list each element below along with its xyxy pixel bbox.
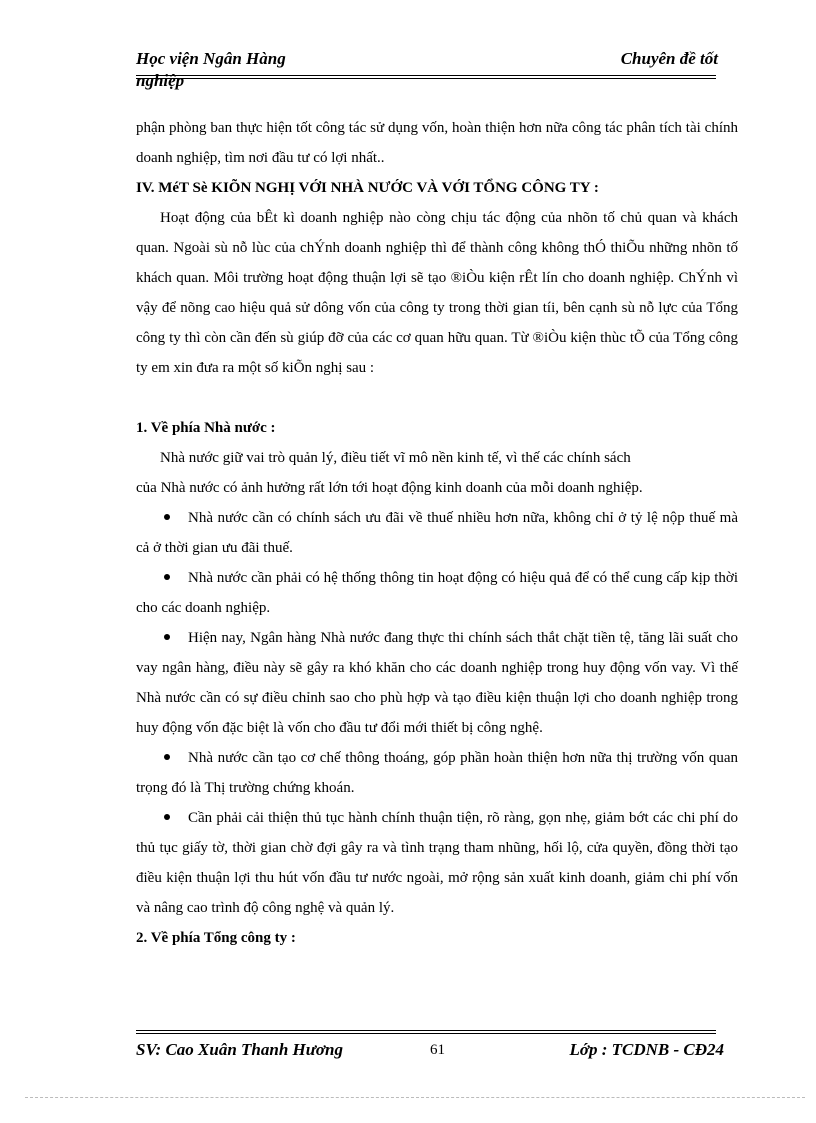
paragraph-state-role-line1: Nhà nước giữ vai trò quản lý, điều tiết vĩ mô nền kinh tế, vì thế các chính sách (160, 450, 631, 466)
footer-rule-top (136, 1030, 716, 1031)
spacer (136, 383, 738, 413)
header-doc-type: Chuyên đề tốt (620, 49, 718, 68)
bullet-text: Nhà nước cần có chính sách ưu đãi về thuế nhiều hơn nữa, không chỉ ở tỷ lệ nộp thuế mà cả ở thời gian ưu đãi thuế. (136, 510, 738, 556)
bullet-icon (164, 514, 170, 520)
page-boundary-line (25, 1097, 805, 1098)
footer-class: Lớp : TCDNB - CĐ24 (569, 1040, 724, 1059)
paragraph-context: Hoạt động của bÊt kì doanh nghiệp nào còng chịu tác động của nhõn tố chủ quan và khách quan. Ngoài sù nỗ lùc của chÝnh doanh nghiệp thì để thành công không thÓ thiÕu những nhõn tố khách quan. Môi trường hoạt động thuận lợi sẽ tạo ®iÒu kiện rÊt lín cho doanh nghiệp. ChÝnh vì vậy để nõng cao hiệu quả sử dông vốn của công ty trong thời gian tíi, bên cạnh sù nỗ lực của Tổng công ty thì còn cần đến sù giúp đỡ của các cơ quan hữu quan. Từ ®iÒu kiện thùc tÕ của Tổng công ty em xin đưa ra một số kiÕn nghị sau : (136, 210, 738, 376)
bullet-icon (164, 814, 170, 820)
bullet-text: Hiện nay, Ngân hàng Nhà nước đang thực thi chính sách thắt chặt tiền tệ, tăng lãi suất cho vay ngân hàng, điều này sẽ gây ra khó khăn cho các doanh nghiệp trong huy động vốn vay. Vì thế Nhà nước cần có sự điều chỉnh sao cho phù hợp và tạo điều kiện thuận lợi cho doanh nghiệp trong huy động vốn đặc biệt là vốn cho đầu tư đổi mới thiết bị công nghệ. (136, 630, 738, 736)
bullet-text: Nhà nước cần tạo cơ chế thông thoáng, góp phần hoàn thiện hơn nữa thị trường vốn quan trọng đó là Thị trường chứng khoán. (136, 750, 738, 796)
header-institution-line2: nghiệp (136, 71, 185, 90)
footer-rule-bottom (136, 1033, 716, 1034)
header-institution (136, 48, 286, 92)
footer-student-name: SV: Cao Xuân Thanh Hương (136, 1040, 344, 1059)
bullet-icon (164, 574, 170, 580)
bullet-item-5 (136, 803, 738, 923)
header-rule-top (136, 75, 716, 76)
header-rule-bottom (136, 78, 716, 79)
bullet-item-3 (136, 623, 738, 743)
bullet-item-2 (136, 563, 738, 623)
bullet-item-1 (136, 503, 738, 563)
paragraph-state-role-line2: của Nhà nước có ảnh hưởng rất lớn tới hoạt động kinh doanh của mỗi doanh nghiệp. (136, 480, 643, 496)
subsection-heading-2: 2. Về phía Tổng công ty : (136, 930, 296, 946)
document-body (136, 113, 738, 953)
subsection-heading-1: 1. Về phía Nhà nước : (136, 420, 276, 436)
bullet-icon (164, 754, 170, 760)
paragraph-intro: phận phòng ban thực hiện tốt công tác sử dụng vốn, hoàn thiện hơn nữa công tác phân tích tài chính doanh nghiệp, tìm nơi đầu tư có lợi nhất.. (136, 120, 738, 166)
section-heading-iv: IV. MéT Sè KIÕN NGHỊ VỚI NHÀ NƯỚC VÀ VỚI TỔNG CÔNG TY : (136, 180, 599, 196)
bullet-icon (164, 634, 170, 640)
bullet-text: Nhà nước cần phải có hệ thống thông tin hoạt động có hiệu quả để có thể cung cấp kịp thời cho các doanh nghiệp. (136, 570, 738, 616)
bullet-item-4 (136, 743, 738, 803)
bullet-text: Cần phải cải thiện thủ tục hành chính thuận tiện, rõ ràng, gọn nhẹ, giảm bớt các chi phí do thủ tục giấy tờ, thời gian chờ đợi gây ra và tình trạng tham nhũng, hối lộ, cửa quyền, đồng thời tạo điều kiện thuận lợi thu hút vốn đầu tư nước ngoài, mở rộng sản xuất kinh doanh, giảm chi phí vốn và nâng cao trình độ công nghệ và quản lý. (136, 810, 738, 916)
header-institution-line1: Học viện Ngân Hàng (136, 49, 286, 68)
page-number: 61 (430, 1042, 445, 1058)
